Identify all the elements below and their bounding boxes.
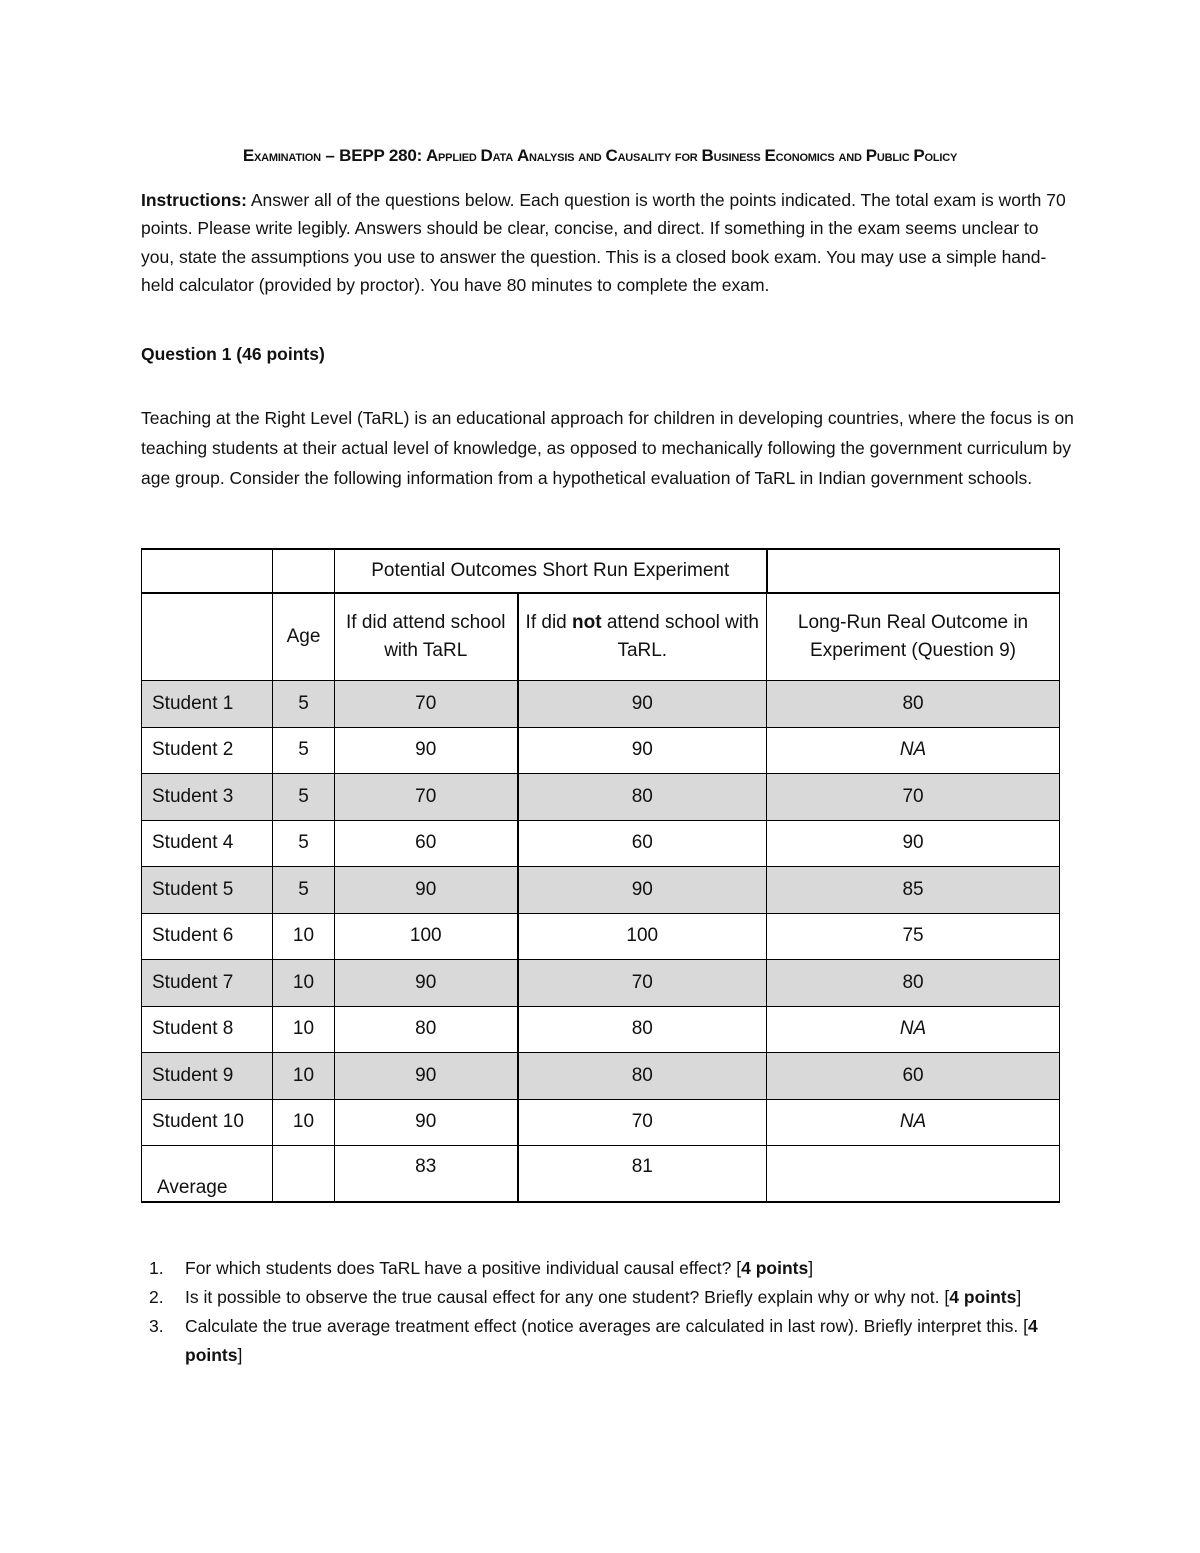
not-attend-outcome-cell: 60	[518, 820, 767, 867]
table-row	[142, 1099, 1060, 1146]
question-1-intro: Teaching at the Right Level (TaRL) is an educational approach for children in developing countries, where the focus is on teaching students at their actual level of knowledge, as opposed to mechanically following the government curriculum by age group. Consider the following information from a hypothetical evaluation of TaRL in Indian government schools.	[141, 408, 1074, 488]
attend-outcome-cell: 90	[335, 727, 518, 774]
age-cell: 10	[273, 1053, 335, 1100]
exam-title: Examination – BEPP 280: Applied Data Analysis and Causality for Business Economics and Public Policy	[242, 146, 958, 165]
col-header-longrun: Long-Run Real Outcome in Experiment (Question 9)	[767, 593, 1060, 681]
table-row	[142, 913, 1060, 960]
student-name-cell: Student 9	[142, 1053, 273, 1100]
not-attend-outcome-cell: 90	[518, 727, 767, 774]
student-name-cell: Student 3	[142, 774, 273, 821]
question-points: 4 points	[949, 1287, 1017, 1307]
table-row	[142, 1006, 1060, 1053]
question-item	[141, 1254, 1071, 1283]
not-attend-outcome-cell: 90	[518, 681, 767, 728]
age-cell: 10	[273, 1006, 335, 1053]
longrun-outcome-cell: NA	[767, 1006, 1060, 1053]
not-attend-outcome-cell: 90	[518, 867, 767, 914]
not-attend-outcome-cell: 70	[518, 1099, 767, 1146]
longrun-outcome-cell: 70	[767, 774, 1060, 821]
question-points: 4 points	[741, 1258, 809, 1278]
age-cell: 5	[273, 727, 335, 774]
not-attend-outcome-cell: 80	[518, 1053, 767, 1100]
attend-outcome-cell: 90	[335, 960, 518, 1007]
question-text: Calculate the true average treatment effect (notice averages are calculated in last row). Briefly interpret this.	[185, 1316, 1024, 1336]
question-number: 2.	[149, 1287, 164, 1307]
instructions-paragraph	[141, 186, 1071, 299]
points-bracket: ]	[808, 1258, 814, 1278]
student-name-cell: Student 1	[142, 681, 273, 728]
attend-outcome-cell: 60	[335, 820, 518, 867]
age-cell: 10	[273, 913, 335, 960]
table-row	[142, 727, 1060, 774]
age-cell: 10	[273, 960, 335, 1007]
student-name-cell: Student 7	[142, 960, 273, 1007]
question-item	[141, 1312, 1071, 1370]
table-row	[142, 960, 1060, 1007]
not-attend-outcome-cell: 80	[518, 1006, 767, 1053]
points-bracket: [	[736, 1258, 742, 1278]
average-attend: 83	[335, 1146, 518, 1203]
attend-outcome-cell: 80	[335, 1006, 518, 1053]
age-cell: 5	[273, 681, 335, 728]
table-row	[142, 867, 1060, 914]
attend-outcome-cell: 100	[335, 913, 518, 960]
longrun-outcome-cell: 75	[767, 913, 1060, 960]
points-bracket: [	[944, 1287, 950, 1307]
longrun-outcome-cell: 90	[767, 820, 1060, 867]
attend-outcome-cell: 70	[335, 774, 518, 821]
longrun-outcome-cell: NA	[767, 1099, 1060, 1146]
attend-outcome-cell: 90	[335, 1099, 518, 1146]
question-item	[141, 1283, 1071, 1312]
age-cell: 5	[273, 867, 335, 914]
col-header-attend: If did attend school with TaRL	[335, 593, 518, 681]
age-cell: 10	[273, 1099, 335, 1146]
points-bracket: ]	[1016, 1287, 1022, 1307]
age-cell: 5	[273, 820, 335, 867]
table-row	[142, 681, 1060, 728]
student-name-cell: Student 10	[142, 1099, 273, 1146]
longrun-outcome-cell: 85	[767, 867, 1060, 914]
student-name-cell: Student 4	[142, 820, 273, 867]
longrun-outcome-cell: 60	[767, 1053, 1060, 1100]
question-text: Is it possible to observe the true causal effect for any one student? Briefly explain why or why not.	[185, 1287, 945, 1307]
average-row	[142, 1146, 1060, 1203]
instructions-label: Instructions:	[141, 190, 247, 210]
table-row	[142, 1053, 1060, 1100]
question-text: For which students does TaRL have a positive individual causal effect?	[185, 1258, 737, 1278]
points-bracket: [	[1023, 1316, 1029, 1336]
age-cell: 5	[273, 774, 335, 821]
not-attend-outcome-cell: 80	[518, 774, 767, 821]
longrun-outcome-cell: 80	[767, 960, 1060, 1007]
student-name-cell: Student 2	[142, 727, 273, 774]
not-attend-outcome-cell: 70	[518, 960, 767, 1007]
student-name-cell: Student 8	[142, 1006, 273, 1053]
question-list	[141, 1254, 1071, 1370]
group-header-potential-outcomes: Potential Outcomes Short Run Experiment	[335, 549, 767, 593]
points-bracket: ]	[237, 1345, 243, 1365]
potential-outcomes-table	[141, 548, 1060, 1203]
student-name-cell: Student 5	[142, 867, 273, 914]
student-name-cell: Student 6	[142, 913, 273, 960]
not-attend-outcome-cell: 100	[518, 913, 767, 960]
table-row	[142, 774, 1060, 821]
longrun-outcome-cell: NA	[767, 727, 1060, 774]
attend-outcome-cell: 70	[335, 681, 518, 728]
question-1-heading: Question 1 (46 points)	[141, 344, 325, 364]
table-header-row	[142, 593, 1060, 681]
question-number: 3.	[149, 1316, 164, 1336]
table-group-header-row	[142, 549, 1060, 593]
question-points: 4 points	[185, 1316, 1038, 1365]
question-number: 1.	[149, 1258, 164, 1278]
attend-outcome-cell: 90	[335, 867, 518, 914]
average-not-attend: 81	[518, 1146, 767, 1203]
attend-outcome-cell: 90	[335, 1053, 518, 1100]
average-label: Average	[142, 1146, 273, 1203]
col-header-age: Age	[273, 593, 335, 681]
col-header-not-attend: If did not attend school with TaRL.	[518, 593, 767, 681]
table-row	[142, 820, 1060, 867]
instructions-text: Answer all of the questions below. Each question is worth the points indicated. The total exam is worth 70 points. Please write legibly. Answers should be clear, concise, and direct. If something in the exam seems unclear to you, state the assumptions you use to answer the question. This is a closed book exam. You may use a simple hand-held calculator (provided by proctor). You have 80 minutes to complete the exam.	[141, 190, 1066, 295]
longrun-outcome-cell: 80	[767, 681, 1060, 728]
